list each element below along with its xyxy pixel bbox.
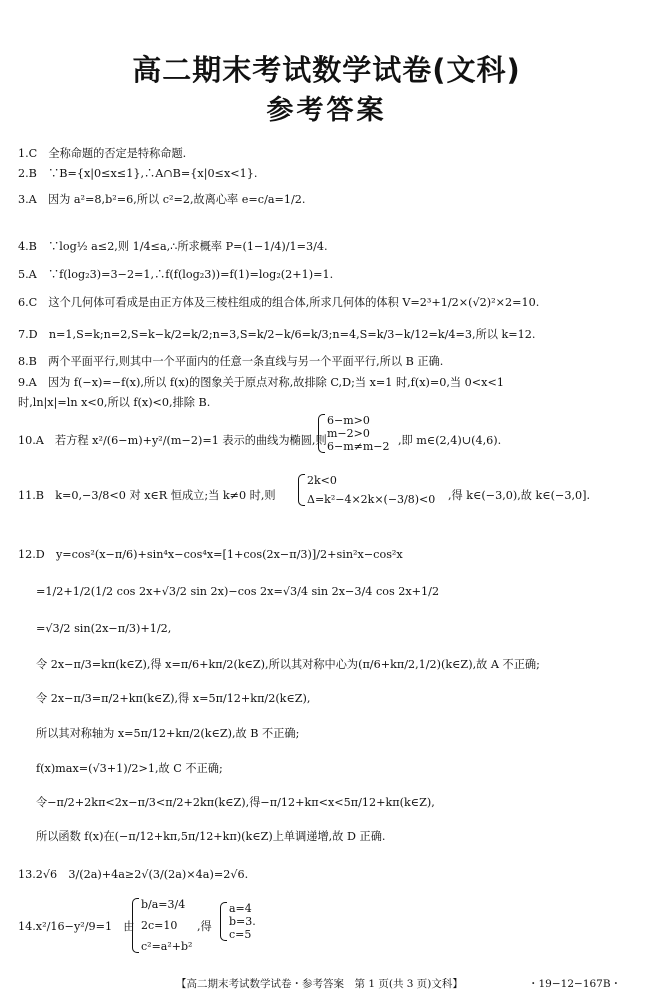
- answer-13: 13.2√6 3/(2a)+4a≥2√(3/(2a)×4a)=2√6.: [18, 868, 249, 881]
- system-line: 6−m>0: [327, 414, 370, 427]
- page-subtitle: 参考答案: [266, 95, 387, 126]
- answer-14-system: [132, 898, 192, 953]
- answer-10: 10.A 若方程 x²/(6−m)+y²/(m−2)=1 表示的曲线为椭圆,则: [18, 434, 327, 447]
- answer-12-line4: 令 2x−π/3=kπ(k∈Z),得 x=π/6+kπ/2(k∈Z),所以其对称中心为(π/6+kπ/2,1/2)(k∈Z),故 A 不正确;: [36, 658, 540, 671]
- answer-5: 5.A ∵f(log₂3)=3−2=1,∴f(f(log₂3))=f(1)=log₂(2+1)=1.: [18, 268, 334, 281]
- answer-9-line1: 9.A 因为 f(−x)=−f(x),所以 f(x)的图象关于原点对称,故排除 C,D;当 x=1 时,f(x)=0,当 0<x<1: [18, 376, 504, 389]
- system-line: 2c=10: [141, 919, 178, 932]
- system-line: 6−m≠m−2: [327, 440, 390, 453]
- answer-11-system: [298, 474, 435, 506]
- answer-12-line2: =1/2+1/2(1/2 cos 2x+√3/2 sin 2x)−cos 2x=√3/4 sin 2x−3/4 cos 2x+1/2: [36, 585, 440, 598]
- system-line: Δ=k²−4×2k×(−3/8)<0: [307, 493, 436, 506]
- answer-6: 6.C 这个几何体可看成是由正方体及三棱柱组成的组合体,所求几何体的体积 V=2³+1/2×(√2)²×2=10.: [18, 296, 540, 309]
- system-line: b/a=3/4: [141, 898, 186, 911]
- system-line: c=5: [229, 928, 252, 941]
- answer-12-line7: f(x)max=(√3+1)/2>1,故 C 不正确;: [36, 762, 223, 775]
- answer-8: 8.B 两个平面平行,则其中一个平面内的任意一条直线与另一个平面平行,所以 B 正确.: [18, 355, 444, 368]
- system-line: a=4: [229, 902, 252, 915]
- answer-4: 4.B ∵log½ a≤2,则 1/4≤a,∴所求概率 P=(1−1/4)/1=3/4.: [18, 240, 328, 253]
- answer-10-result: ,即 m∈(2,4)∪(4,6).: [398, 434, 502, 447]
- answer-12-line1: 12.D y=cos²(x−π/6)+sin⁴x−cos⁴x=[1+cos(2x−π/3)]/2+sin²x−cos²x: [18, 548, 403, 561]
- document-code: ・19−12−167B・: [528, 978, 622, 990]
- answer-12-line8: 令−π/2+2kπ<2x−π/3<π/2+2kπ(k∈Z),得−π/12+kπ<x<5π/12+kπ(k∈Z),: [36, 796, 435, 809]
- answer-1: 1.C 全称命题的否定是特称命题.: [18, 147, 187, 160]
- answer-10-system: [318, 414, 390, 453]
- system-line: m−2>0: [327, 427, 370, 440]
- system-line: b=3.: [229, 915, 256, 928]
- answer-12-line3: =√3/2 sin(2x−π/3)+1/2,: [36, 622, 172, 635]
- answer-2: 2.B ∵B={x|0≤x≤1},∴A∩B={x|0≤x<1}.: [18, 167, 258, 180]
- answer-11: 11.B k=0,−3/8<0 对 x∈R 恒成立;当 k≠0 时,则: [18, 489, 276, 502]
- system-line: c²=a²+b²: [141, 940, 193, 953]
- page-title: 高二期末考试数学试卷(文科): [132, 53, 521, 87]
- answer-14-result-system: [220, 902, 256, 941]
- answer-9-line2: 时,ln|x|=ln x<0,所以 f(x)<0,排除 B.: [18, 396, 211, 409]
- answer-14: 14.x²/16−y²/9=1 由: [18, 920, 135, 933]
- answer-11-result: ,得 k∈(−3,0),故 k∈(−3,0].: [448, 489, 591, 502]
- system-line: 2k<0: [307, 474, 337, 487]
- answer-3: 3.A 因为 a²=8,b²=6,所以 c²=2,故离心率 e=c/a=1/2.: [18, 193, 306, 206]
- page-footer: 【高二期末考试数学试卷・参考答案 第 1 页(共 3 页)文科】: [176, 978, 463, 990]
- answer-12-line5: 令 2x−π/3=π/2+kπ(k∈Z),得 x=5π/12+kπ/2(k∈Z),: [36, 692, 311, 705]
- answer-12-line6: 所以其对称轴为 x=5π/12+kπ/2(k∈Z),故 B 不正确;: [36, 727, 300, 740]
- answer-14-mid: ,得: [197, 920, 212, 933]
- answer-7: 7.D n=1,S=k;n=2,S=k−k/2=k/2;n=3,S=k/2−k/6=k/3;n=4,S=k/3−k/12=k/4=3,所以 k=12.: [18, 328, 536, 341]
- answer-12-line9: 所以函数 f(x)在(−π/12+kπ,5π/12+kπ)(k∈Z)上单调递增,故 D 正确.: [36, 830, 386, 843]
